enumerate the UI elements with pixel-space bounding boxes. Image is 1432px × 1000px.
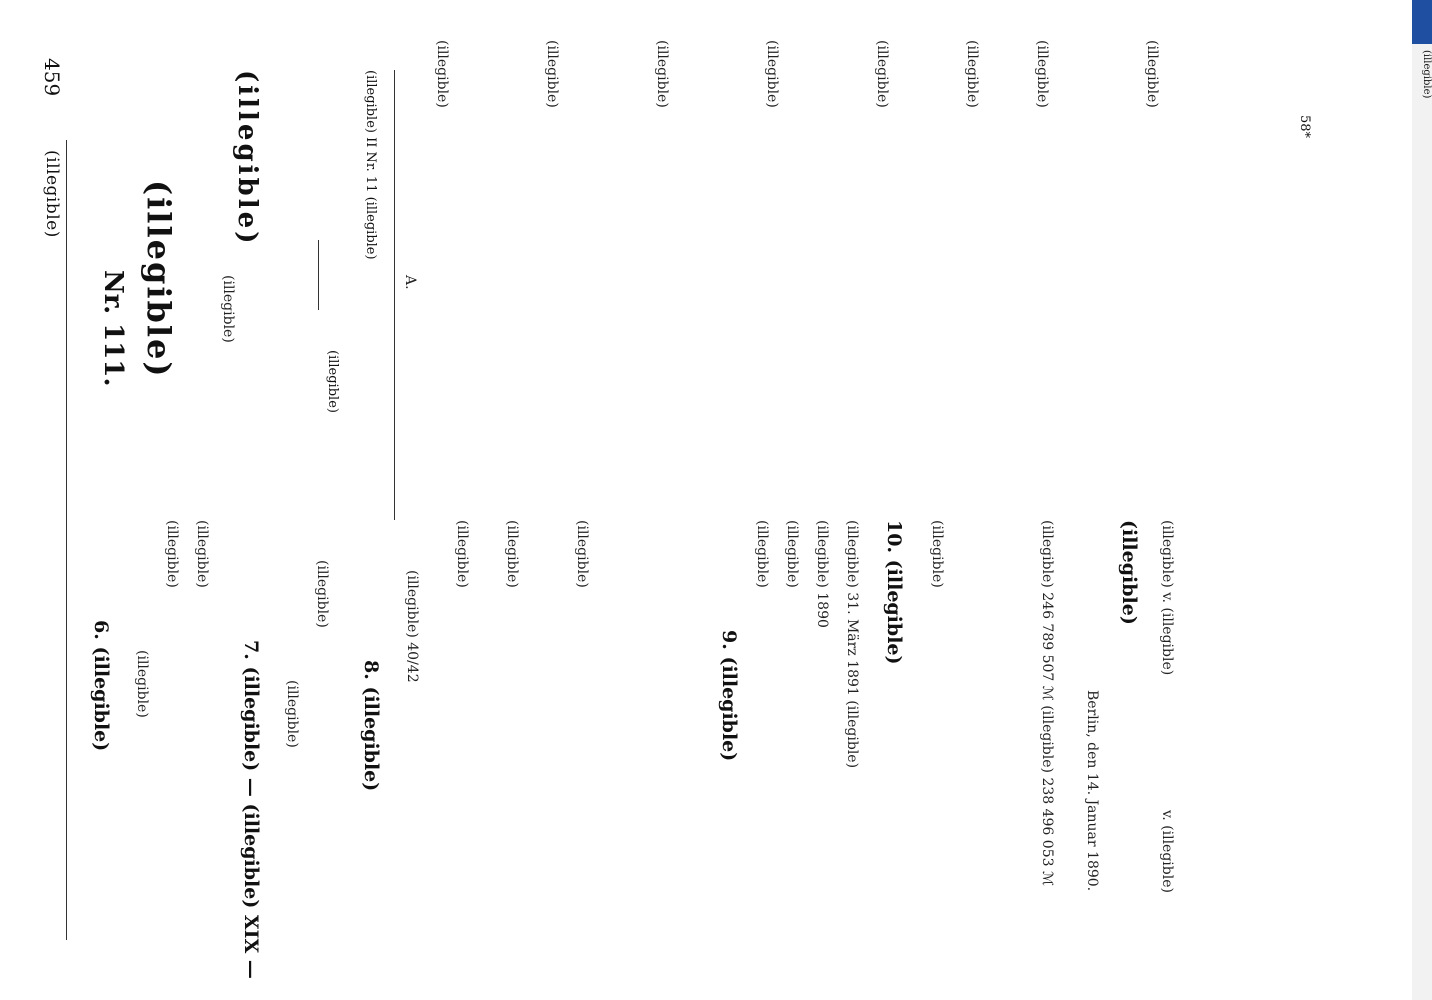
page-number: 459 (40, 58, 64, 97)
section-10-line-2: (illegible) 246 789 507 ℳ (illegible) 238 496 053 ℳ (1039, 520, 1055, 886)
reporters: (illegible) (325, 350, 340, 413)
header-rule (66, 140, 67, 940)
section-letter-a: A. (402, 275, 418, 290)
title-rule (318, 240, 319, 310)
section-6-line-3: (illegible) (194, 520, 210, 588)
body-line-1: (illegible) (434, 40, 450, 108)
section-9-line-1: (illegible) (754, 520, 770, 588)
journal-rule (394, 70, 395, 520)
section-7-heading: 7. (illegible) — (illegible) XIX — (240, 640, 262, 979)
signature-right: (illegible) v. (illegible) (1159, 520, 1175, 676)
report-title: (illegible) (140, 180, 178, 379)
journal-reference: (illegible) II Nr. 11 (illegible) (363, 70, 378, 260)
body-line-7: (illegible) (1034, 40, 1050, 108)
report-number: Nr. 111. (98, 270, 128, 387)
section-9-line-2: (illegible) (784, 520, 800, 588)
signature-left: v. (illegible) (1159, 810, 1175, 893)
section-8-line-3: (illegible) (504, 520, 520, 588)
section-6-line-1: (illegible) (134, 650, 150, 718)
sidebar-strip (1412, 0, 1432, 1000)
running-header: (illegible) (42, 150, 62, 238)
body-line-6: (illegible) (964, 40, 980, 108)
body-line-5: (illegible) (874, 40, 890, 108)
section-8-line-4: (illegible) (574, 520, 590, 588)
footer-mark: 58* (1297, 115, 1312, 139)
section-7-line-2: (illegible) (314, 560, 330, 628)
sidebar-credit: (illegible) (1421, 50, 1432, 99)
section-6-line-2: (illegible) (164, 520, 180, 588)
dfg-logo (1412, 0, 1432, 44)
date-line: Berlin, den 14. Januar 1890. (1084, 690, 1100, 892)
section-6-heading: 6. (illegible) (90, 620, 112, 752)
section-10-line-1: (illegible) (929, 520, 945, 588)
section-9-heading: 9. (illegible) (718, 630, 740, 762)
body-line-2: (illegible) (544, 40, 560, 108)
section-9-line-3: (illegible) 1890 (814, 520, 830, 628)
report-title-der: (illegible) (220, 275, 236, 343)
section-8-heading: 8. (illegible) (360, 660, 382, 792)
body-line-8: (illegible) (1144, 40, 1160, 108)
body-line-4: (illegible) (764, 40, 780, 108)
section-10-heading: 10. (illegible) (883, 520, 905, 665)
body-line-3: (illegible) (654, 40, 670, 108)
section-9-line-4: (illegible) 31. März 1891 (illegible) (844, 520, 860, 769)
report-commission-title: (illegible) (232, 70, 262, 247)
section-8-line-1: (illegible) 40/42 (404, 570, 420, 683)
section-8-line-2: (illegible) (454, 520, 470, 588)
section-7-line-1: (illegible) (284, 680, 300, 748)
commission-line: (illegible) (1118, 520, 1140, 625)
